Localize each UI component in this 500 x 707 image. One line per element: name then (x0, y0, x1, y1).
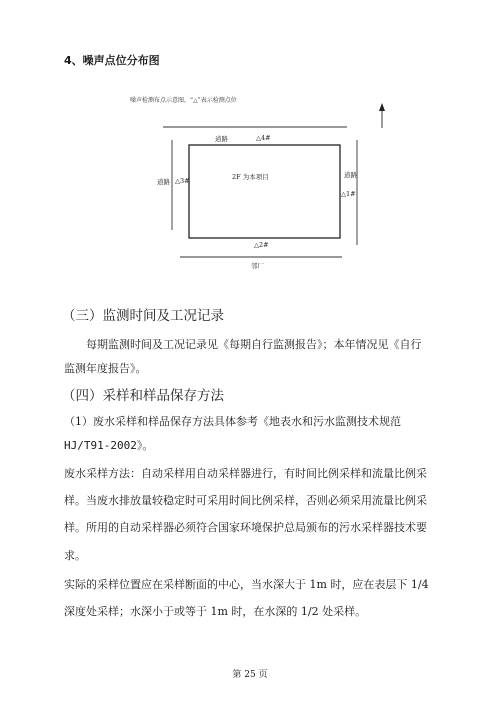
noise-point-1: △1# (341, 190, 356, 198)
north-arrow-icon (379, 103, 385, 128)
paragraph-line: 监测年度报告》。 (64, 362, 147, 375)
paragraph-line: 实际的采样位置应在采样断面的中心，当水深大于 1m 时，应在表层下 1/4 (64, 578, 429, 591)
section-heading-sampling: （四）采样和样品保存方法 (62, 388, 224, 404)
figure-caption: 噪声检测布点示意图，“△”表示检测点位 (130, 97, 237, 104)
label-neighbor-factory: 邻厂 (251, 262, 264, 270)
noise-point-3: △3# (175, 177, 190, 185)
paragraph-line: 每期监测时间及工况记录见《每期自行监测报告》；本年情况见《自行 (86, 338, 422, 351)
label-road-top: 道路 (215, 135, 228, 143)
paragraph-line: 深度处采样；水深小于或等于 1m 时，在水深的 1/2 处采样。 (64, 605, 367, 618)
paragraph-line: 废水采样方法：自动采样用自动采样器进行，有时间比例采样和流量比例采 (64, 467, 427, 480)
building-outline (189, 145, 340, 238)
paragraph-line: 样。当废水排放量较稳定时可采用时间比例采样，否则必须采用流量比例采 (64, 494, 427, 507)
section-heading-noise-map: 4、噪声点位分布图 (64, 54, 160, 67)
paragraph-line: （1）废水采样和样品保存方法具体参考《地表水和污水监测技术规范 (64, 415, 401, 428)
paragraph-line: 求。 (64, 549, 86, 562)
label-road-right: 道路 (344, 171, 357, 179)
building-label: 2F 为本项目 (232, 173, 269, 181)
noise-point-2: △2# (254, 241, 269, 249)
label-road-left: 道路 (157, 178, 170, 186)
noise-map-figure (0, 0, 500, 300)
noise-point-4: △4# (256, 134, 271, 142)
page-number: 第 25 页 (232, 670, 268, 680)
section-heading-monitoring-time: （三）监测时间及工况记录 (62, 308, 224, 324)
paragraph-line: 样。所用的自动采样器必须符合国家环境保护总局颁布的污水采样器技术要 (64, 521, 427, 534)
paragraph-line: HJ/T91-2002》。 (64, 439, 154, 452)
